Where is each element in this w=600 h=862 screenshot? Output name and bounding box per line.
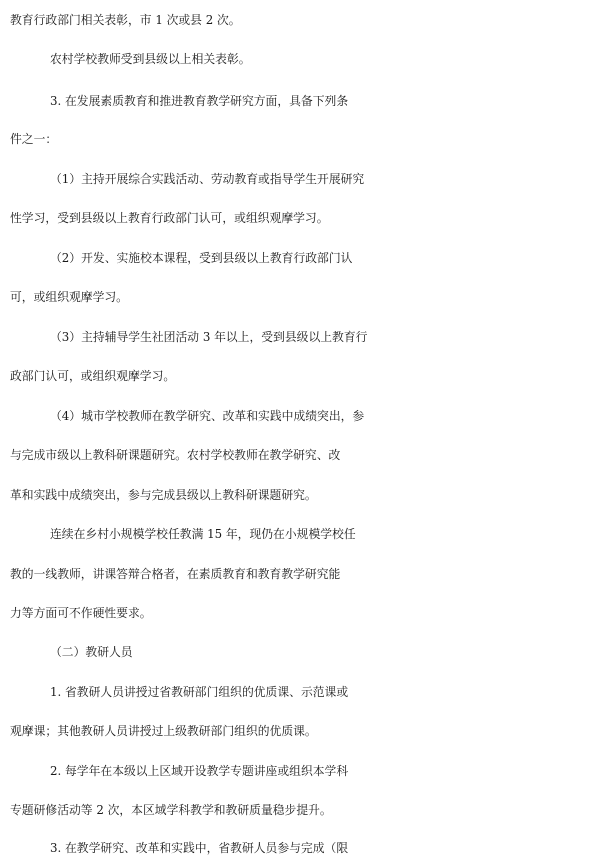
text-line-11: （4）城市学校教师在教学研究、改革和实践中成绩突出，参 (50, 409, 365, 423)
text-line-8: 可，或组织观摩学习。 (10, 290, 128, 304)
text-line-3: 3. 在发展素质教育和推进教育教学研究方面，具备下列条 (50, 94, 349, 108)
text-line-13: 革和实践中成绩突出，参与完成县级以上教科研课题研究。 (10, 488, 317, 502)
text-line-22: 3. 在教学研究、改革和实践中，省教研人员参与完成（限 (50, 841, 349, 855)
text-line-4: 件之一： (10, 132, 58, 146)
section-heading-research-staff: （二）教研人员 (50, 645, 133, 659)
text-line-9: （3）主持辅导学生社团活动 3 年以上，受到县级以上教育行 (50, 330, 368, 344)
text-line-2: 农村学校教师受到县级以上相关表彰。 (50, 52, 251, 66)
text-line-12: 与完成市级以上教科研课题研究。农村学校教师在教学研究、改 (10, 448, 341, 462)
text-line-6: 性学习，受到县级以上教育行政部门认可，或组织观摩学习。 (10, 211, 329, 225)
text-line-19: 观摩课；其他教研人员讲授过上级教研部门组织的优质课。 (10, 724, 317, 738)
text-line-1: 教育行政部门相关表彰，市 1 次或县 2 次。 (10, 13, 241, 27)
text-line-7: （2）开发、实施校本课程，受到县级以上教育行政部门认 (50, 251, 353, 265)
text-line-10: 政部门认可，或组织观摩学习。 (10, 369, 176, 383)
text-line-5: （1）主持开展综合实践活动、劳动教育或指导学生开展研究 (50, 172, 365, 186)
text-line-21: 专题研修活动等 2 次，本区域学科教学和教研质量稳步提升。 (10, 803, 332, 817)
text-line-16: 力等方面可不作硬性要求。 (10, 606, 152, 620)
text-line-14: 连续在乡村小规模学校任教满 15 年，现仍在小规模学校任 (50, 527, 356, 541)
text-line-20: 2. 每学年在本级以上区域开设教学专题讲座或组织本学科 (50, 764, 349, 778)
text-line-15: 教的一线教师，讲课答辩合格者，在素质教育和教育教学研究能 (10, 567, 341, 581)
text-line-18: 1. 省教研人员讲授过省教研部门组织的优质课、示范课或 (50, 685, 349, 699)
